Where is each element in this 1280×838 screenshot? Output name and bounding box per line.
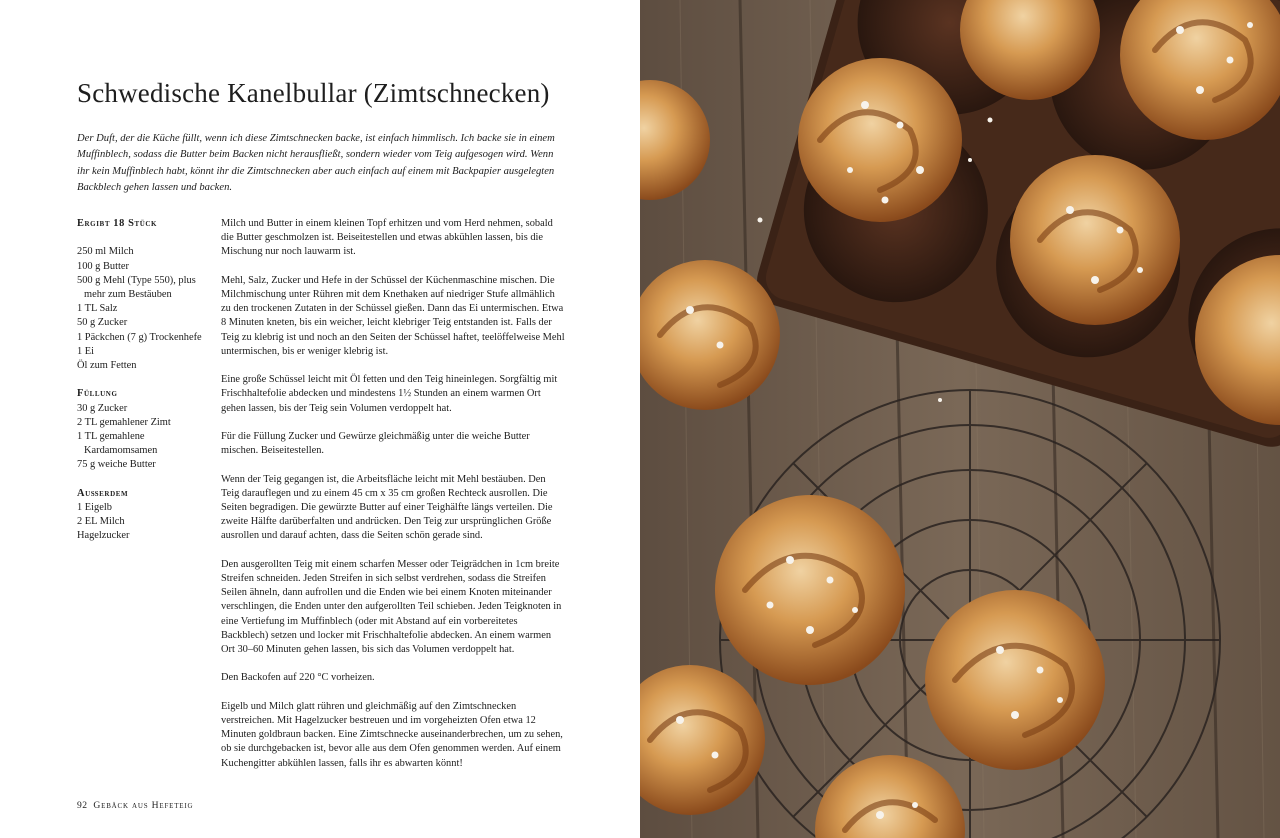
ingredient-item: Hagelzucker	[77, 530, 130, 542]
method-step: Eigelb und Milch glatt rühren und gleichmäßig auf den Zimtschnecken verstreichen. Mit Hagelzucker bestreuen und im vorgeheizten Ofen etwa 12 Minuten goldbraun backen. Eine Zimtschnecke auseinanderbrechen, um zu sehen, ob sie durchgebacken ist, bevor alle aus dem Ofen genommen werden. Auf einem Kuchengitter abkühlen lassen, falls ihr es abwarten könnt!	[221, 700, 563, 769]
method-step: Den ausgerollten Teig mit einem scharfen Messer oder Teigrädchen in 1cm breite Streifen schneiden. Jeden Streifen in sich selbst verdrehen, sodass die Streifen Seilen ähneln, dann aufrollen und die Enden wie bei einem Knoten miteinander verschlingen, die Enden unter den aufgerollten Teil schieben. Jeden Teigknoten in eine Vertiefung im Muffinblech (oder mit Abstand auf ein vorbereitetes Backblech) setzen und locker mit Frischhaltefolie abdecken. An einem warmen Ort 30–60 Minuten gehen lassen, bis sich das Volumen verdoppelt hat.	[221, 558, 562, 656]
recipe-title: Schwedische Kanelbullar (Zimtschnecken)	[77, 78, 550, 108]
ingredient-item: 2 EL Milch	[77, 516, 125, 528]
ingredients-column	[77, 217, 213, 544]
page-footer	[77, 800, 193, 811]
ingredient-item: 75 g weiche Butter	[77, 459, 156, 471]
ingredient-item: 50 g Zucker	[77, 317, 128, 329]
ingredient-item: 1 Päckchen (7 g) Trockenhefe	[77, 331, 202, 343]
ingredient-item: 1 TL Salz	[77, 303, 118, 315]
recipe-intro: Der Duft, der die Küche füllt, wenn ich diese Zimtschnecken backe, ist einfach himmlisch. Ich backe sie in einem Muffinblech, sodass die Butter beim Backen nicht herausfließt, sondern wieder vom Teig aufgesogen wird. Wenn ihr kein Muffinblech habt, könnt ihr die Zimtschnecken aber auch einfach auf einem mit Backpapier ausgelegten Backblech gehen lassen und backen.	[77, 133, 555, 194]
ingredients-dough	[77, 217, 213, 373]
ingredient-item: 100 g Butter	[77, 260, 129, 272]
section-name: Gebäck aus Hefeteig	[93, 800, 194, 811]
method-step: Milch und Butter in einem kleinen Topf erhitzen und vom Herd nehmen, sobald die Butter geschmolzen ist. Beiseitestellen und etwas abkühlen lassen, bis die Mischung nur noch lauwarm ist.	[221, 218, 553, 258]
ingredient-item: 2 TL gemahlener Zimt	[77, 416, 171, 428]
yield-heading: Ergibt 18 Stück	[77, 218, 158, 229]
method-step: Mehl, Salz, Zucker und Hefe in der Schüssel der Küchenmaschine mischen. Die Milchmischung unter Rühren mit dem Knethaken auf niedriger Stufe allmählich zu den trockenen Zutaten in der Schüssel gießen. Dann das Ei untermischen. Etwa 8 Minuten kneten, bis ein weicher, leicht klebriger Teig entstanden ist. Falls der Teig zu klebrig ist und noch an den Seiten der Schüssel haftet, teelöffelweise Mehl untermischen, bis er weniger klebrig ist.	[221, 274, 565, 357]
ingredients-filling	[77, 387, 213, 472]
ingredients-extra	[77, 487, 213, 544]
method-column	[221, 217, 565, 785]
filling-list	[77, 402, 213, 473]
method-step: Eine große Schüssel leicht mit Öl fetten und den Teig hineinlegen. Sorgfältig mit Frischhaltefolie abdecken und mindestens 1½ Stunden an einem warmen Ort gehen lassen, bis der Teig sein Volumen verdoppelt hat.	[221, 374, 558, 414]
page-number: 92	[77, 800, 88, 811]
extra-list	[77, 501, 213, 544]
method-step: Den Backofen auf 220 °C vorheizen.	[221, 672, 375, 684]
extra-heading: Außerdem	[77, 487, 129, 499]
ingredient-item: 1 TL gemahlene Kardamomsamen	[77, 431, 158, 457]
ingredient-item: 1 Ei	[77, 345, 95, 357]
dough-list	[77, 245, 213, 373]
cinnamon-buns-photo	[640, 0, 1280, 838]
filling-heading: Füllung	[77, 388, 118, 400]
method-step: Für die Füllung Zucker und Gewürze gleichmäßig unter die weiche Butter mischen. Beiseitestellen.	[221, 431, 530, 457]
ingredient-item: 250 ml Milch	[77, 246, 134, 258]
ingredient-item: Öl zum Fetten	[77, 360, 137, 372]
ingredient-item: 1 Eigelb	[77, 502, 112, 514]
photo-page	[640, 0, 1280, 838]
ingredient-item: 500 g Mehl (Type 550), plus mehr zum Bestäuben	[77, 274, 196, 300]
method-step: Wenn der Teig gegangen ist, die Arbeitsfläche leicht mit Mehl bestäuben. Den Teig darauflegen und zu einem 45 cm x 35 cm großen Rechteck ausrollen. Die Seiten begradigen. Die gewürzte Butter auf einer Teighälfte längs verteilen. Die zweite Hälfte darüberfalten und andrücken. Den Teig zur ursprünglichen Größe ausrollen und darauf achten, dass die Seiten schön gerade sind.	[221, 473, 553, 542]
ingredient-item: 30 g Zucker	[77, 402, 128, 414]
